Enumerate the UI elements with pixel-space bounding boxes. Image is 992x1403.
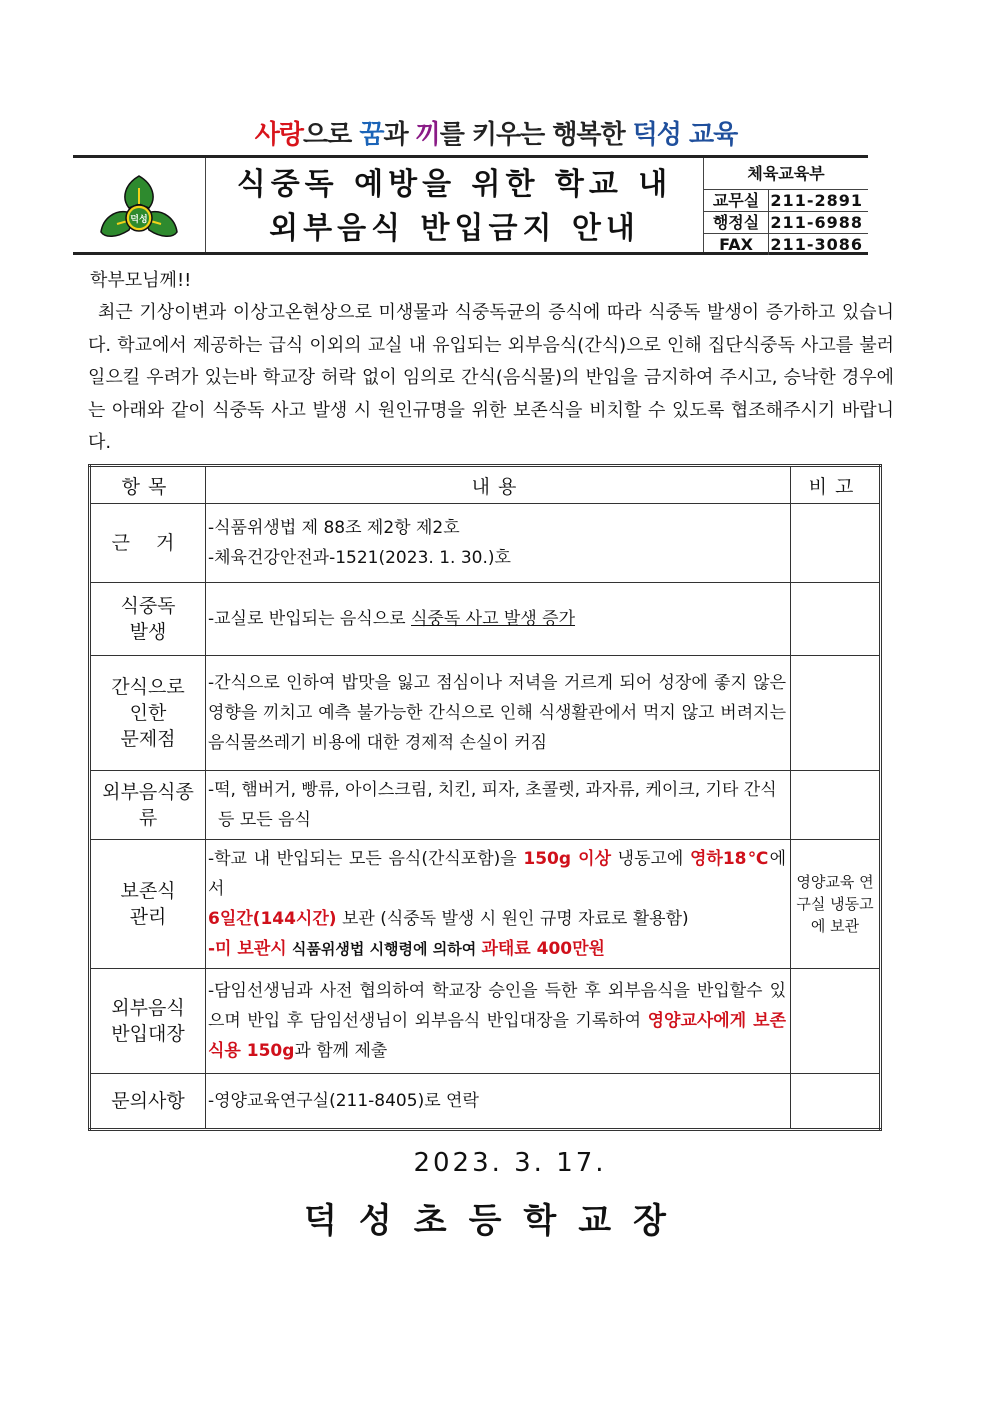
slogan-text-2: 과 bbox=[383, 120, 416, 150]
contact-number: 211-3086 bbox=[770, 235, 863, 254]
table-row-basis bbox=[90, 504, 881, 583]
title-cell bbox=[206, 158, 704, 252]
ledger-label-1: 외부음식 bbox=[111, 997, 185, 1019]
occurrence-label bbox=[90, 583, 206, 656]
kinds-content bbox=[206, 771, 791, 840]
occurrence-note bbox=[791, 583, 881, 656]
storage-label-1: 보존식 bbox=[120, 880, 176, 902]
occurrence-label-1: 식중독 bbox=[120, 595, 176, 617]
document-date: 2023. 3. 17. bbox=[413, 1148, 607, 1178]
basis-line-2: -체육건강안전과-1521(2023. 1. 30.)호 bbox=[208, 548, 511, 568]
header-item: 항목 bbox=[90, 466, 206, 504]
storage-content bbox=[206, 840, 791, 969]
ledger-text-2: 과 함께 제출 bbox=[294, 1041, 388, 1061]
basis-label-text: 근 거 bbox=[111, 532, 185, 554]
basis-content bbox=[206, 504, 791, 583]
ledger-note bbox=[791, 969, 881, 1074]
storage-penalty-prefix: -미 보관시 bbox=[208, 939, 287, 959]
kinds-label-1: 외부음식종 bbox=[102, 781, 194, 803]
table-row-ledger bbox=[90, 969, 881, 1074]
storage-min-weight: 150g 이상 bbox=[523, 849, 612, 869]
department: 체육교육부 bbox=[704, 158, 868, 190]
logo-text: 덕성 bbox=[130, 215, 148, 225]
slogan-text-1: 으로 bbox=[303, 120, 360, 150]
occurrence-emphasis: 식중독 사고 발생 증가 bbox=[411, 609, 576, 629]
storage-note: 영양교육 연구실 냉동고에 보관 bbox=[791, 840, 881, 969]
title-line-1: 식중독 예방을 위한 학교 내 bbox=[236, 167, 673, 202]
ledger-label bbox=[90, 969, 206, 1074]
occurrence-content bbox=[206, 583, 791, 656]
ledger-label-2: 반입대장 bbox=[111, 1023, 185, 1045]
problem-label-3: 문제점 bbox=[120, 728, 176, 750]
occurrence-text: -교실로 반입되는 음식으로 bbox=[208, 609, 411, 629]
title-line-2: 외부음식 반입금지 안내 bbox=[269, 211, 640, 246]
kinds-line-1: -떡, 햄버거, 빵류, 아이스크림, 치킨, 피자, 초콜렛, 과자류, 케이크, 기타 간식 bbox=[208, 780, 777, 800]
problem-note bbox=[791, 656, 881, 771]
table-row-kinds bbox=[90, 771, 881, 840]
storage-text-4: 보관 (식중독 발생 시 원인 규명 자료로 활용함) bbox=[336, 909, 689, 929]
header-content: 내용 bbox=[206, 466, 791, 504]
storage-text-3: 에서 bbox=[208, 849, 786, 899]
ledger-emphasis: 영양교사에게 보존식용 150g bbox=[208, 1011, 786, 1061]
logo-cell bbox=[73, 158, 206, 252]
contact-box bbox=[704, 158, 868, 252]
table-row-problem bbox=[90, 656, 881, 771]
basis-note bbox=[791, 504, 881, 583]
storage-text-5: 식품위생법 시행령에 의하여 bbox=[286, 940, 482, 958]
storage-text-2: 냉동고에 bbox=[611, 849, 690, 869]
problem-label bbox=[90, 656, 206, 771]
basis-line-1: -식품위생법 제 88조 제2항 제2호 bbox=[208, 518, 460, 538]
storage-temperature: 영하18℃ bbox=[690, 849, 770, 869]
slogan-dream: 꿈 bbox=[359, 120, 384, 150]
kinds-label-2: 류 bbox=[138, 807, 158, 829]
ledger-text-1: -담임선생님과 사전 협의하여 학교장 승인을 득한 후 외부음식을 반입할수 있으며 반입 후 담임선생님이 외부음식 반입대장을 기록하여 bbox=[208, 981, 786, 1031]
slogan-text-3: 를 키우는 행복한 bbox=[439, 120, 625, 150]
inquiry-label: 문의사항 bbox=[90, 1074, 206, 1130]
kinds-note bbox=[791, 771, 881, 840]
contact-number: 211-2891 bbox=[770, 191, 863, 210]
occurrence-label-2: 발생 bbox=[129, 621, 167, 643]
clover-leaf-icon bbox=[101, 176, 177, 236]
storage-text-1: -학교 내 반입되는 모든 음식(간식포함)을 bbox=[208, 849, 524, 869]
problem-label-2: 인한 bbox=[129, 702, 167, 724]
school-logo bbox=[73, 158, 205, 252]
contact-label: 행정실 bbox=[704, 212, 769, 233]
info-table bbox=[88, 464, 882, 1131]
slogan-school: 덕성 교육 bbox=[632, 120, 738, 150]
contact-label: 교무실 bbox=[704, 190, 769, 211]
problem-content: -간식으로 인하여 밥맛을 잃고 점심이나 저녁을 거르게 되어 성장에 좋지 않은 영향을 끼치고 예측 불가능한 간식으로 인해 식생활관에서 먹지 않고 버려지는 음식물쓰레기 비용에 대한 경제적 손실이 커짐 bbox=[206, 656, 791, 771]
header-note: 비고 bbox=[791, 466, 881, 504]
storage-fine: 과태료 400만원 bbox=[481, 939, 605, 959]
slogan-talent: 끼 bbox=[415, 120, 440, 150]
letter-header bbox=[73, 155, 868, 255]
inquiry-content: -영양교육연구실(211-8405)로 연락 bbox=[206, 1074, 791, 1130]
inquiry-note bbox=[791, 1074, 881, 1130]
principal-signature: 덕성초등학교장 bbox=[304, 1201, 688, 1241]
greeting: 학부모님께!! bbox=[90, 270, 192, 291]
ledger-content bbox=[206, 969, 791, 1074]
intro-paragraph: 최근 기상이변과 이상고온현상으로 미생물과 식중독균의 증식에 따라 식중독 발생이 증가하고 있습니다. 학교에서 제공하는 급식 이외의 교실 내 유입되는 외부음식(간식)으로 인해 집단식중독 사고를 불러일으킬 우려가 있는바 학교장 허락 없이 임의로 간식(음식물)의 반입을 금지하여 주시고, 승낙한 경우에는 아래와 같이 식중독 사고 발생 시 원인규명을 위한 보존식을 비치할 수 있도록 협조해주시기 바랍니다. bbox=[88, 302, 894, 453]
kinds-label bbox=[90, 771, 206, 840]
basis-label bbox=[90, 504, 206, 583]
contact-row bbox=[704, 190, 868, 212]
table-row-occurrence bbox=[90, 583, 881, 656]
table-row-inquiry bbox=[90, 1074, 881, 1130]
contact-row bbox=[704, 234, 868, 255]
kinds-line-2: 등 모든 음식 bbox=[218, 810, 311, 830]
contact-number: 211-6988 bbox=[770, 213, 863, 232]
contact-label: FAX bbox=[704, 234, 769, 255]
problem-label-1: 간식으로 bbox=[111, 676, 185, 698]
storage-label bbox=[90, 840, 206, 969]
contact-row bbox=[704, 212, 868, 234]
table-header-row bbox=[90, 466, 881, 504]
slogan-love: 사랑 bbox=[254, 120, 304, 150]
table-row-storage bbox=[90, 840, 881, 969]
slogan bbox=[0, 114, 992, 151]
storage-label-2: 관리 bbox=[129, 906, 167, 928]
storage-duration: 6일간(144시간) bbox=[208, 909, 337, 929]
